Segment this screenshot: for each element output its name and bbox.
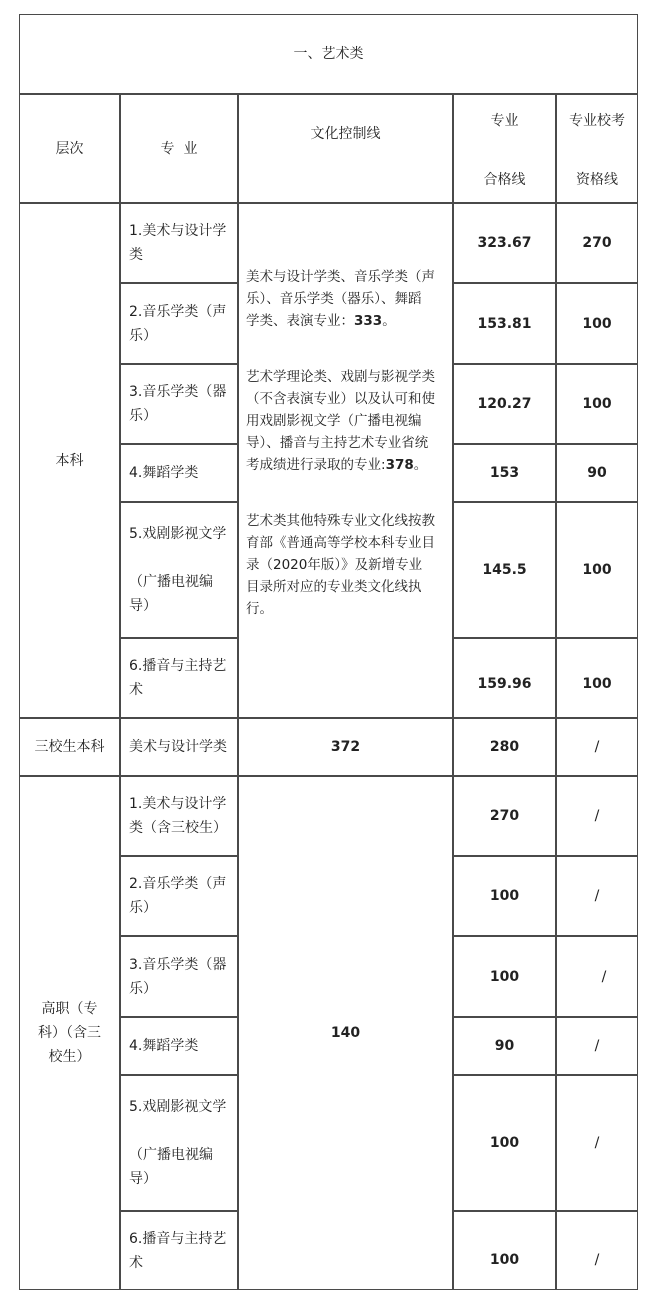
major-text: 类 [129,247,143,263]
score-text: 145.5 [482,562,527,578]
score-text: / [594,739,600,755]
table-row-benke-5-major [120,502,238,638]
sanxiao-major [120,718,238,776]
table-row-gaozhi-3-major [120,936,238,1017]
level-sanxiao [19,718,120,776]
culture-line: 艺术学理论类、戏剧与影视学类 [246,369,435,385]
score-text: 270 [582,235,612,251]
major-text: 2.音乐学类（声 [129,303,227,320]
gaozhi-culture-line [238,776,453,1290]
header-level-text: 层次 [55,140,84,157]
score-text: 100 [489,1251,520,1268]
sanxiao-major-line [453,718,556,776]
benke-4-major-line [453,444,556,502]
table-title [19,14,638,94]
benke-6-school-line [556,638,638,718]
benke-culture-line-note [238,203,453,718]
culture-line: 学类、表演专业： [246,313,354,329]
header-major-line-text-1: 专业 [490,113,519,129]
major-spacer [129,546,226,570]
major-text: 乐） [129,408,157,424]
major-text: 术 [129,682,143,698]
table-row-benke-1-major [120,203,238,283]
culture-line: 。 [382,313,396,329]
score-text: 100 [489,968,520,985]
gaozhi-5-school-line [556,1075,638,1211]
score-text: 100 [582,562,612,578]
benke-4-school-line [556,444,638,502]
major-text: 5.戏剧影视文学 [129,526,227,542]
table-row-benke-4-major [120,444,238,502]
major-text: 6.播音与主持艺 [129,658,227,674]
score-text: 100 [582,396,612,412]
culture-line: 育部《普通高等学校本科专业目 [246,535,435,551]
culture-line: 考成绩进行录取的专业: [246,457,386,473]
gaozhi-6-major-line [453,1211,556,1290]
major-text: 乐） [129,327,157,344]
gaozhi-2-school-line [556,856,638,936]
table-row-gaozhi-2-major [120,856,238,936]
table-row-benke-3-major [120,364,238,444]
header-level [19,94,120,203]
header-school-line-text-1: 专业校考 [569,113,625,129]
score-text: 159.96 [477,676,532,692]
major-text: 6.播音与主持艺 [129,1230,227,1247]
culture-line: 行。 [246,601,273,617]
level-benke-text: 本科 [55,452,84,469]
major-text: 1.美术与设计学 [129,223,227,239]
benke-5-school-line [556,502,638,638]
score-text: 100 [489,888,520,904]
score-text: 90 [494,1038,515,1054]
header-school-line [556,94,638,203]
header-major [120,94,238,203]
table-row-benke-2-major [120,283,238,364]
level-gaozhi-text: 校生） [48,1049,91,1065]
benke-3-major-line [453,364,556,444]
table-row-gaozhi-5-major [120,1075,238,1211]
major-text: 乐） [129,980,157,997]
culture-line: 美术与设计学类、音乐学类（声 [246,269,435,285]
major-text: （广播电视编 [129,574,213,590]
gaozhi-4-school-line [556,1017,638,1075]
major-text: （广播电视编 [129,1147,213,1163]
major-text: 美术与设计学类 [129,739,227,755]
major-text: 1.美术与设计学 [129,796,227,812]
sanxiao-school-line [556,718,638,776]
score-text: 153 [489,465,520,481]
gaozhi-5-major-line [453,1075,556,1211]
major-text: 3.音乐学类（器 [129,956,227,973]
major-spacer [129,1119,226,1143]
score-text: / [594,1038,600,1054]
header-culture-line-text: 文化控制线 [310,125,381,142]
level-gaozhi-text: 科）（含三 [38,1025,101,1041]
culture-paragraph-3 [246,510,444,620]
gaozhi-1-major-line [453,776,556,856]
score-text: 153.81 [477,315,532,332]
header-major-line [453,94,556,203]
gaozhi-3-major-line [453,936,556,1017]
benke-1-school-line [556,203,638,283]
major-text: 类（含三校生） [129,820,227,836]
table-row-gaozhi-6-major [120,1211,238,1290]
table-title-text: 一、艺术类 [293,46,364,62]
benke-6-major-line [453,638,556,718]
major-text: 2.音乐学类（声 [129,876,227,892]
culture-line: 导）、播音与主持艺术专业省统 [246,435,429,451]
culture-line: 艺术类其他特殊专业文化线按教 [246,513,435,529]
culture-line: 乐）、音乐学类（器乐）、舞蹈 [246,291,422,307]
benke-5-major-line [453,502,556,638]
culture-line: 。 [413,457,428,473]
score-text: / [594,1251,600,1268]
score-text: 270 [489,808,520,824]
score-text: 372 [330,739,361,755]
score-text: 280 [489,739,520,755]
benke-3-school-line [556,364,638,444]
gaozhi-6-school-line [556,1211,638,1290]
table-row-gaozhi-1-major [120,776,238,856]
header-major-line-text-2: 合格线 [483,172,526,188]
major-text: 4.舞蹈学类 [129,1038,199,1054]
score-text: 140 [330,1025,361,1041]
major-text: 术 [129,1254,143,1271]
benke-1-major-line [453,203,556,283]
benke-2-major-line [453,283,556,364]
gaozhi-4-major-line [453,1017,556,1075]
gaozhi-2-major-line [453,856,556,936]
art-admission-table [19,14,638,1290]
score-text: 100 [582,676,612,692]
benke-2-school-line [556,283,638,364]
culture-score-378: 378 [385,457,414,473]
sanxiao-culture-line [238,718,453,776]
header-major-text: 专 业 [160,140,198,157]
major-text: 3.音乐学类（器 [129,384,227,400]
header-culture-line [238,94,453,203]
score-text: 120.27 [477,396,532,412]
table-row-benke-6-major [120,638,238,718]
level-gaozhi [19,776,120,1290]
score-text: / [594,808,600,824]
gaozhi-3-school-line [556,936,638,1017]
major-text: 导） [129,598,157,614]
level-sanxiao-text: 三校生本科 [34,739,105,755]
header-school-line-text-2: 资格线 [576,172,618,188]
culture-line: 目录所对应的专业类文化线执 [246,579,422,595]
level-benke [19,203,120,718]
culture-line: 录（2020年版）》及新增专业 [246,557,423,573]
score-text: / [594,1135,600,1151]
major-text: 乐） [129,900,157,916]
culture-paragraph-2 [246,366,444,476]
culture-score-333: 333 [354,313,383,329]
score-text: 100 [582,315,612,332]
gaozhi-1-school-line [556,776,638,856]
major-text: 导） [129,1171,157,1187]
major-text: 5.戏剧影视文学 [129,1099,227,1115]
score-text: 323.67 [477,235,532,251]
culture-line: 用戏剧影视文学（广播电视编 [246,413,422,429]
table-row-gaozhi-4-major [120,1017,238,1075]
level-gaozhi-text: 高职（专 [41,1001,98,1017]
score-text: 100 [489,1135,520,1151]
score-text: / [594,888,600,904]
score-text: / [601,968,607,985]
major-text: 4.舞蹈学类 [129,465,199,481]
culture-line: （不含表演专业）以及认可和使 [246,391,435,407]
culture-paragraph-1 [246,266,444,332]
score-text: 90 [587,465,607,481]
